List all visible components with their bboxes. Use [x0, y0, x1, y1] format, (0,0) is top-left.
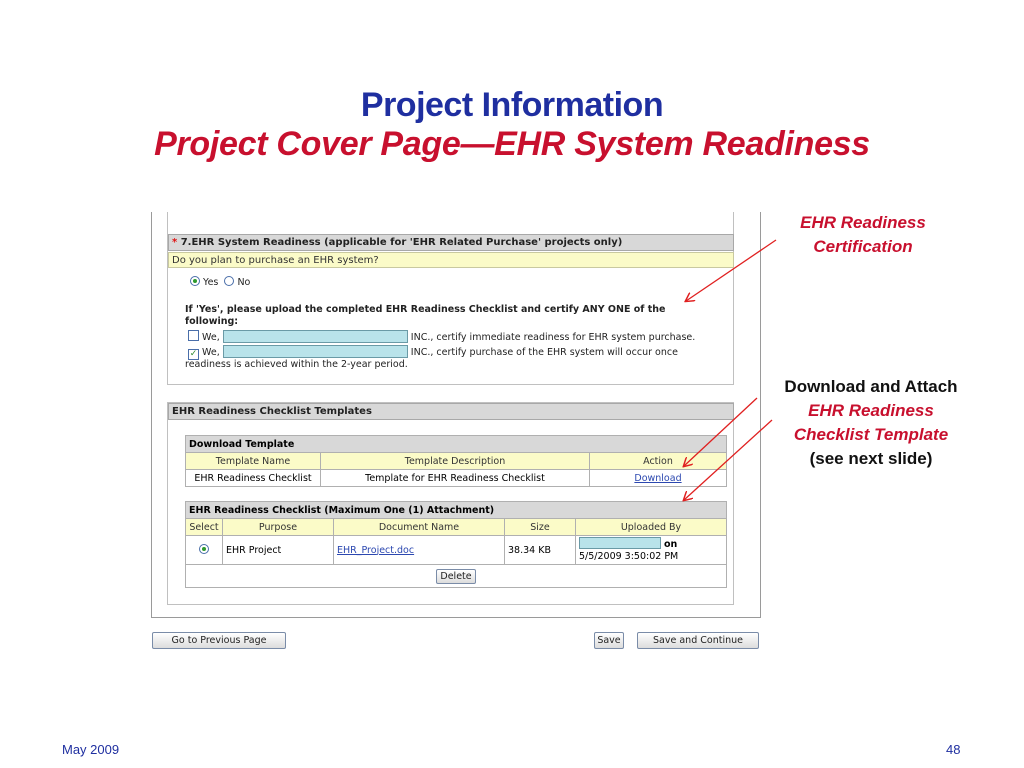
annotation-line: (see next slide): [809, 449, 933, 468]
download-link[interactable]: Download: [634, 472, 682, 484]
instruction-text: If 'Yes', please upload the completed EHR Readiness Checklist and certify ANY ONE of the following:: [185, 304, 666, 327]
radio-yes-label: Yes: [203, 277, 219, 288]
col-purpose: Purpose: [223, 519, 334, 536]
template-name-cell: EHR Readiness Checklist: [186, 470, 321, 487]
cert2-continuation: readiness is achieved within the 2-year period.: [185, 359, 408, 370]
col-uploaded-by: Uploaded By: [576, 519, 727, 536]
required-mark: *: [172, 237, 178, 248]
cert2-suffix: INC., certify purchase of the EHR system will occur once: [410, 347, 678, 358]
purpose-cell: EHR Project: [223, 536, 334, 565]
col-action: Action: [590, 453, 727, 470]
question-row: Do you plan to purchase an EHR system?: [168, 252, 734, 268]
arrow-to-certification: [686, 240, 776, 301]
cert1-suffix: INC., certify immediate readiness for EHR system purchase.: [410, 332, 696, 343]
uploaded-on: on: [664, 539, 678, 550]
col-size: Size: [505, 519, 576, 536]
uploaded-date: 5/5/2009 3:50:02 PM: [579, 551, 679, 562]
col-template-description: Template Description: [321, 453, 590, 470]
col-select: Select: [186, 519, 223, 536]
cert1-prefix: We,: [202, 332, 220, 343]
page-number: 48: [946, 742, 961, 757]
arrow-to-download: [684, 398, 757, 466]
annotation-line: Certification: [813, 237, 913, 256]
save-continue-button[interactable]: Save and Continue: [637, 632, 759, 649]
annotation-line: EHR Readiness: [800, 213, 926, 232]
size-cell: 38.34 KB: [505, 536, 576, 565]
cert2-checkbox[interactable]: ✓: [189, 349, 198, 359]
annotation-line: Checklist Template: [793, 425, 949, 444]
section7-heading: 7.EHR System Readiness (applicable for 'EHR Related Purchase' projects only): [177, 237, 623, 248]
col-template-name: Template Name: [186, 453, 321, 470]
attachment-table-title: EHR Readiness Checklist (Maximum One (1) Attachment): [186, 502, 727, 519]
slide-subtitle: Project Cover Page—EHR System Readiness: [154, 125, 870, 163]
annotation-line: Download and Attach: [784, 377, 958, 396]
document-link[interactable]: EHR_Project.doc: [337, 544, 415, 556]
delete-button[interactable]: Delete: [436, 569, 476, 584]
footer-date: May 2009: [62, 742, 120, 757]
slide-title: Project Information: [360, 86, 664, 124]
templates-header: EHR Readiness Checklist Templates: [168, 403, 734, 420]
annotation-line: EHR Readiness: [808, 401, 934, 420]
previous-page-button[interactable]: Go to Previous Page: [152, 632, 286, 649]
cert2-prefix: We,: [202, 347, 220, 358]
arrow-to-attachment: [684, 420, 772, 500]
download-table-title: Download Template: [186, 436, 727, 453]
col-document-name: Document Name: [334, 519, 505, 536]
save-button[interactable]: Save: [594, 632, 624, 649]
template-description-cell: Template for EHR Readiness Checklist: [321, 470, 590, 487]
radio-no-label: No: [237, 277, 251, 288]
